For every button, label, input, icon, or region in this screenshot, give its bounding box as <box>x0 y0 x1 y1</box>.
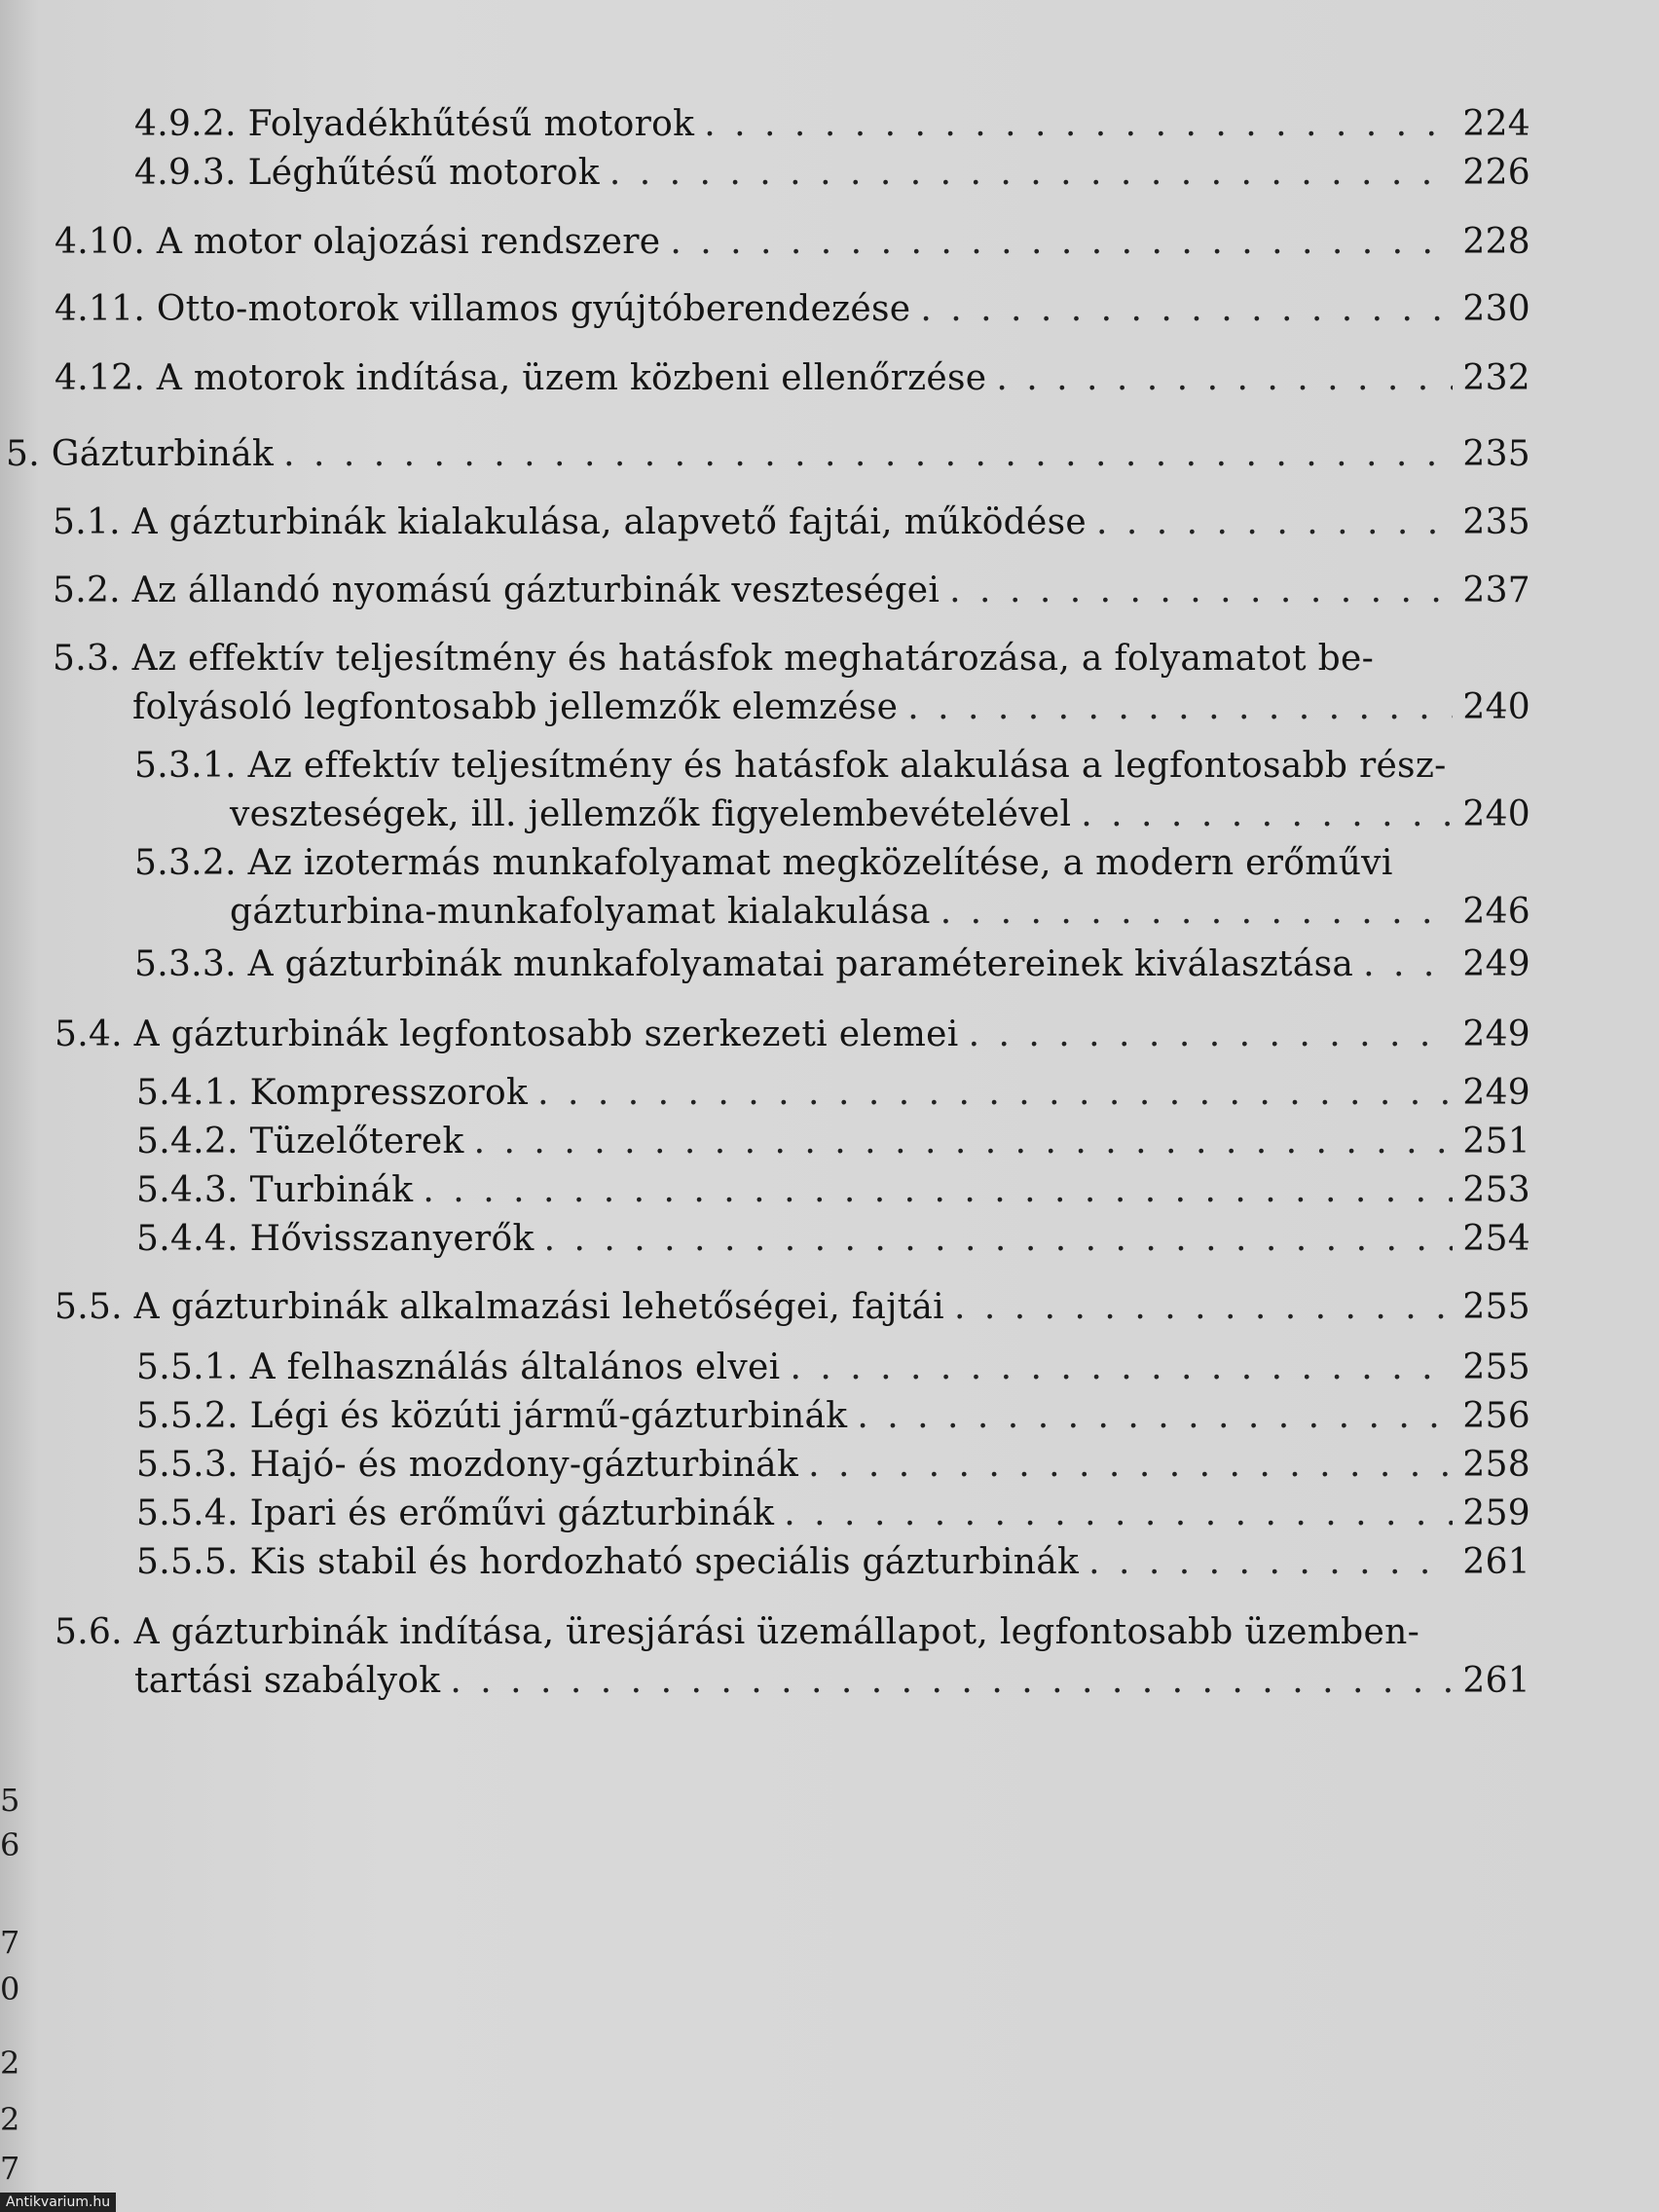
section-number: 5.3.1. <box>134 746 237 786</box>
section-number: 5.4. <box>55 1014 123 1054</box>
leader-dots <box>474 1118 1454 1166</box>
margin-digit: 6 <box>0 1826 20 1863</box>
section-number: 5.5. <box>55 1287 123 1327</box>
section-number: 5.5.1. <box>136 1347 239 1387</box>
section-title: A gázturbinák legfontosabb szerkezeti elemei <box>133 1014 959 1054</box>
page-number: 253 <box>1462 1170 1530 1210</box>
section-number: 5.2. <box>53 571 121 610</box>
toc-entry-5-3[interactable] <box>53 635 1530 732</box>
page-number: 235 <box>1462 502 1530 542</box>
toc-entry-5-4-4[interactable] <box>136 1215 1530 1264</box>
section-number: 5.5.3. <box>136 1445 239 1485</box>
page-number: 240 <box>1462 794 1530 834</box>
section-title: A gázturbinák alkalmazási lehetőségei, fajtái <box>133 1287 944 1327</box>
section-number: 5.1. <box>53 502 121 542</box>
section-title: Hővisszanyerők <box>249 1219 535 1259</box>
page-number: 249 <box>1462 1014 1530 1054</box>
toc-entry-5-3-3[interactable] <box>134 940 1530 989</box>
page-number: 254 <box>1462 1219 1530 1259</box>
toc-entry-5-1[interactable] <box>53 498 1530 547</box>
leader-dots <box>790 1344 1453 1392</box>
leader-dots <box>1081 791 1453 839</box>
margin-digit: 7 <box>0 2150 20 2187</box>
section-title: Légi és közúti jármű-gázturbinák <box>249 1396 848 1436</box>
leader-dots <box>544 1215 1454 1264</box>
section-title-line-1: Az effektív teljesítmény és hatásfok alakulása a legfontosabb rész- <box>247 746 1447 786</box>
toc-entry-4-12[interactable] <box>55 354 1530 403</box>
page-number: 259 <box>1462 1493 1530 1533</box>
page-number: 258 <box>1462 1445 1530 1485</box>
toc-entry-5-5-3[interactable] <box>136 1441 1530 1490</box>
margin-digit: 7 <box>0 1924 20 1961</box>
leader-dots <box>784 1490 1453 1538</box>
toc-entry-5-4-3[interactable] <box>136 1166 1530 1215</box>
section-number: 5.5.5. <box>136 1542 239 1582</box>
page-number: 224 <box>1462 104 1530 144</box>
page-number: 237 <box>1462 571 1530 610</box>
section-title-line-2: veszteségek, ill. jellemzők figyelembevételével <box>230 794 1072 834</box>
toc-entry-5-2[interactable] <box>53 567 1530 615</box>
section-title: Folyadékhűtésű motorok <box>247 104 695 144</box>
margin-digit: 0 <box>0 1971 20 2008</box>
section-title-line-2: folyásoló legfontosabb jellemzők elemzése <box>132 687 899 727</box>
leader-dots <box>954 1283 1453 1332</box>
leader-dots <box>969 1011 1454 1059</box>
toc-entry-5-5-1[interactable] <box>136 1344 1530 1392</box>
page-number: 251 <box>1462 1122 1530 1161</box>
leader-dots <box>949 567 1453 615</box>
section-title-line-1: Az izotermás munkafolyamat megközelítése, a modern erőművi <box>247 843 1393 883</box>
toc-entry-5-4-1[interactable] <box>136 1069 1530 1118</box>
page-number: 246 <box>1462 892 1530 932</box>
section-number: 4.10. <box>55 222 146 262</box>
leader-dots <box>808 1441 1453 1490</box>
watermark: Antikvarium.hu <box>0 2193 116 2212</box>
margin-digit: 2 <box>0 2101 20 2138</box>
section-title: Ipari és erőművi gázturbinák <box>249 1493 775 1533</box>
section-title: A motor olajozási rendszere <box>156 222 661 262</box>
leader-dots <box>423 1166 1453 1215</box>
page-number: 240 <box>1462 687 1530 727</box>
toc-entry-5-5-2[interactable] <box>136 1392 1530 1441</box>
page-number: 255 <box>1462 1347 1530 1387</box>
section-title-line-2: gázturbina-munkafolyamat kialakulása <box>230 892 931 932</box>
toc-entry-5-3-1[interactable] <box>134 742 1530 839</box>
section-number: 5.5.4. <box>136 1493 239 1533</box>
toc-entry-4-9-2[interactable] <box>134 100 1530 149</box>
section-number: 4.12. <box>55 358 146 398</box>
section-number: 5.4.2. <box>136 1122 239 1161</box>
section-title: A felhasználás általános elvei <box>249 1347 781 1387</box>
section-title-line-2: tartási szabályok <box>134 1661 441 1701</box>
page-number: 261 <box>1462 1661 1530 1701</box>
toc-entry-5-5-4[interactable] <box>136 1490 1530 1538</box>
leader-dots <box>704 100 1453 149</box>
leader-dots <box>1096 498 1453 547</box>
page-number: 230 <box>1462 289 1530 329</box>
section-number: 5.4.1. <box>136 1073 239 1113</box>
section-number: 4.11. <box>55 289 146 329</box>
leader-dots <box>920 285 1453 334</box>
section-number: 5.4.3. <box>136 1170 239 1210</box>
section-title: Gázturbinák <box>51 434 275 474</box>
leader-dots <box>283 430 1453 479</box>
leader-dots <box>857 1392 1453 1441</box>
section-number: 5.5.2. <box>136 1396 239 1436</box>
page-number: 226 <box>1462 153 1530 193</box>
section-title: Turbinák <box>249 1170 414 1210</box>
page-number: 228 <box>1462 222 1530 262</box>
leader-dots <box>609 149 1454 198</box>
leader-dots <box>996 354 1453 403</box>
leader-dots <box>1363 940 1453 989</box>
section-number: 5.6. <box>55 1612 123 1652</box>
leader-dots <box>907 683 1453 732</box>
section-number: 4.9.3. <box>134 153 237 193</box>
toc-entry-4-11[interactable] <box>55 285 1530 334</box>
section-title-line-1: A gázturbinák indítása, üresjárási üzemállapot, legfontosabb üzemben- <box>133 1612 1420 1652</box>
section-title: Hajó- és mozdony-gázturbinák <box>249 1445 799 1485</box>
section-number: 5.3.2. <box>134 843 237 883</box>
section-title: Az állandó nyomású gázturbinák veszteségei <box>131 571 940 610</box>
leader-dots <box>450 1657 1453 1706</box>
section-number: 5.3.3. <box>134 944 237 984</box>
toc-entry-5-6[interactable] <box>55 1608 1530 1706</box>
toc-entry-4-10[interactable] <box>55 218 1530 267</box>
section-title: A motorok indítása, üzem közbeni ellenőrzése <box>156 358 987 398</box>
page-number: 249 <box>1462 944 1530 984</box>
leader-dots <box>670 218 1453 267</box>
toc-entry-5-4[interactable] <box>55 1011 1530 1059</box>
section-title: Otto-motorok villamos gyújtóberendezése <box>156 289 911 329</box>
page-number: 249 <box>1462 1073 1530 1113</box>
section-number: 5.3. <box>53 639 121 679</box>
section-number: 5.4.4. <box>136 1219 239 1259</box>
section-number: 5. <box>6 434 40 474</box>
margin-digit: 5 <box>0 1782 20 1819</box>
margin-digit: 2 <box>0 2045 20 2082</box>
toc-entry-5[interactable] <box>6 430 1530 479</box>
section-title-line-1: Az effektív teljesítmény és hatásfok meghatározása, a folyamatot be- <box>131 639 1375 679</box>
toc-entry-5-3-2[interactable] <box>134 839 1530 937</box>
section-title: A gázturbinák kialakulása, alapvető fajtái, működése <box>131 502 1087 542</box>
page-number: 261 <box>1462 1542 1530 1582</box>
section-title: Kompresszorok <box>249 1073 529 1113</box>
leader-dots <box>1088 1538 1453 1587</box>
section-title: Léghűtésű motorok <box>247 153 600 193</box>
section-title: A gázturbinák munkafolyamatai paramétereinek kiválasztása <box>247 944 1354 984</box>
toc-entry-5-5[interactable] <box>55 1283 1530 1332</box>
toc-entry-5-4-2[interactable] <box>136 1118 1530 1166</box>
page-number: 255 <box>1462 1287 1530 1327</box>
section-title: Kis stabil és hordozható speciális gázturbinák <box>249 1542 1080 1582</box>
margin-digits <box>0 0 19 2212</box>
leader-dots <box>537 1069 1453 1118</box>
leader-dots <box>940 888 1454 937</box>
section-number: 4.9.2. <box>134 104 237 144</box>
page-number: 235 <box>1462 434 1530 474</box>
toc-entry-5-5-5[interactable] <box>136 1538 1530 1587</box>
toc-entry-4-9-3[interactable] <box>134 149 1530 198</box>
page-number: 256 <box>1462 1396 1530 1436</box>
section-title: Tüzelőterek <box>249 1122 464 1161</box>
page-number: 232 <box>1462 358 1530 398</box>
